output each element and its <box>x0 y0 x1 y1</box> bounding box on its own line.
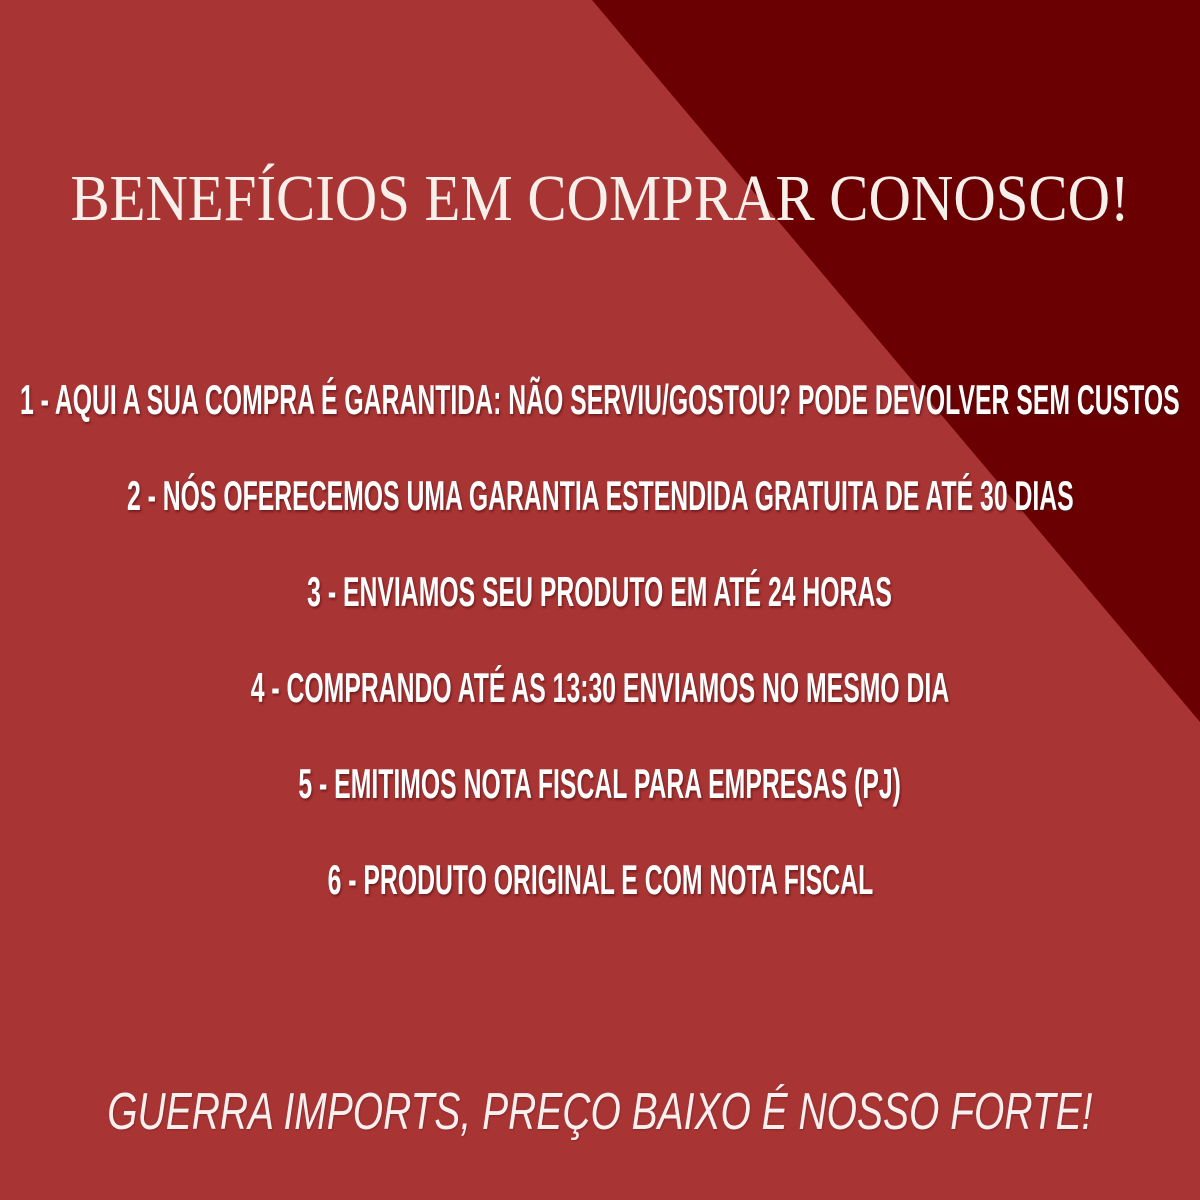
benefit-item-5-text: 5 - EMITIMOS NOTA FISCAL PARA EMPRESAS (PJ) <box>298 760 902 807</box>
footer-slogan-text: GUERRA IMPORTS, PREÇO BAIXO É NOSSO FORTE! <box>107 1083 1093 1141</box>
benefit-item-3-text: 3 - ENVIAMOS SEU PRODUTO EM ATÉ 24 HORAS <box>307 568 893 615</box>
page-title-text: BENEFÍCIOS EM COMPRAR CONOSCO! <box>70 162 1130 235</box>
benefit-item-1-text: 1 - AQUI A SUA COMPRA É GARANTIDA: NÃO SERVIU/GOSTOU? PODE DEVOLVER SEM CUSTOS <box>20 376 1180 423</box>
dark-corner-triangle <box>592 0 1200 722</box>
benefit-item-6-text: 6 - PRODUTO ORIGINAL E COM NOTA FISCAL <box>327 856 873 903</box>
benefit-item-4-text: 4 - COMPRANDO ATÉ AS 13:30 ENVIAMOS NO MESMO DIA <box>250 664 950 711</box>
benefit-item-2-text: 2 - NÓS OFERECEMOS UMA GARANTIA ESTENDIDA GRATUITA DE ATÉ 30 DIAS <box>126 472 1074 519</box>
